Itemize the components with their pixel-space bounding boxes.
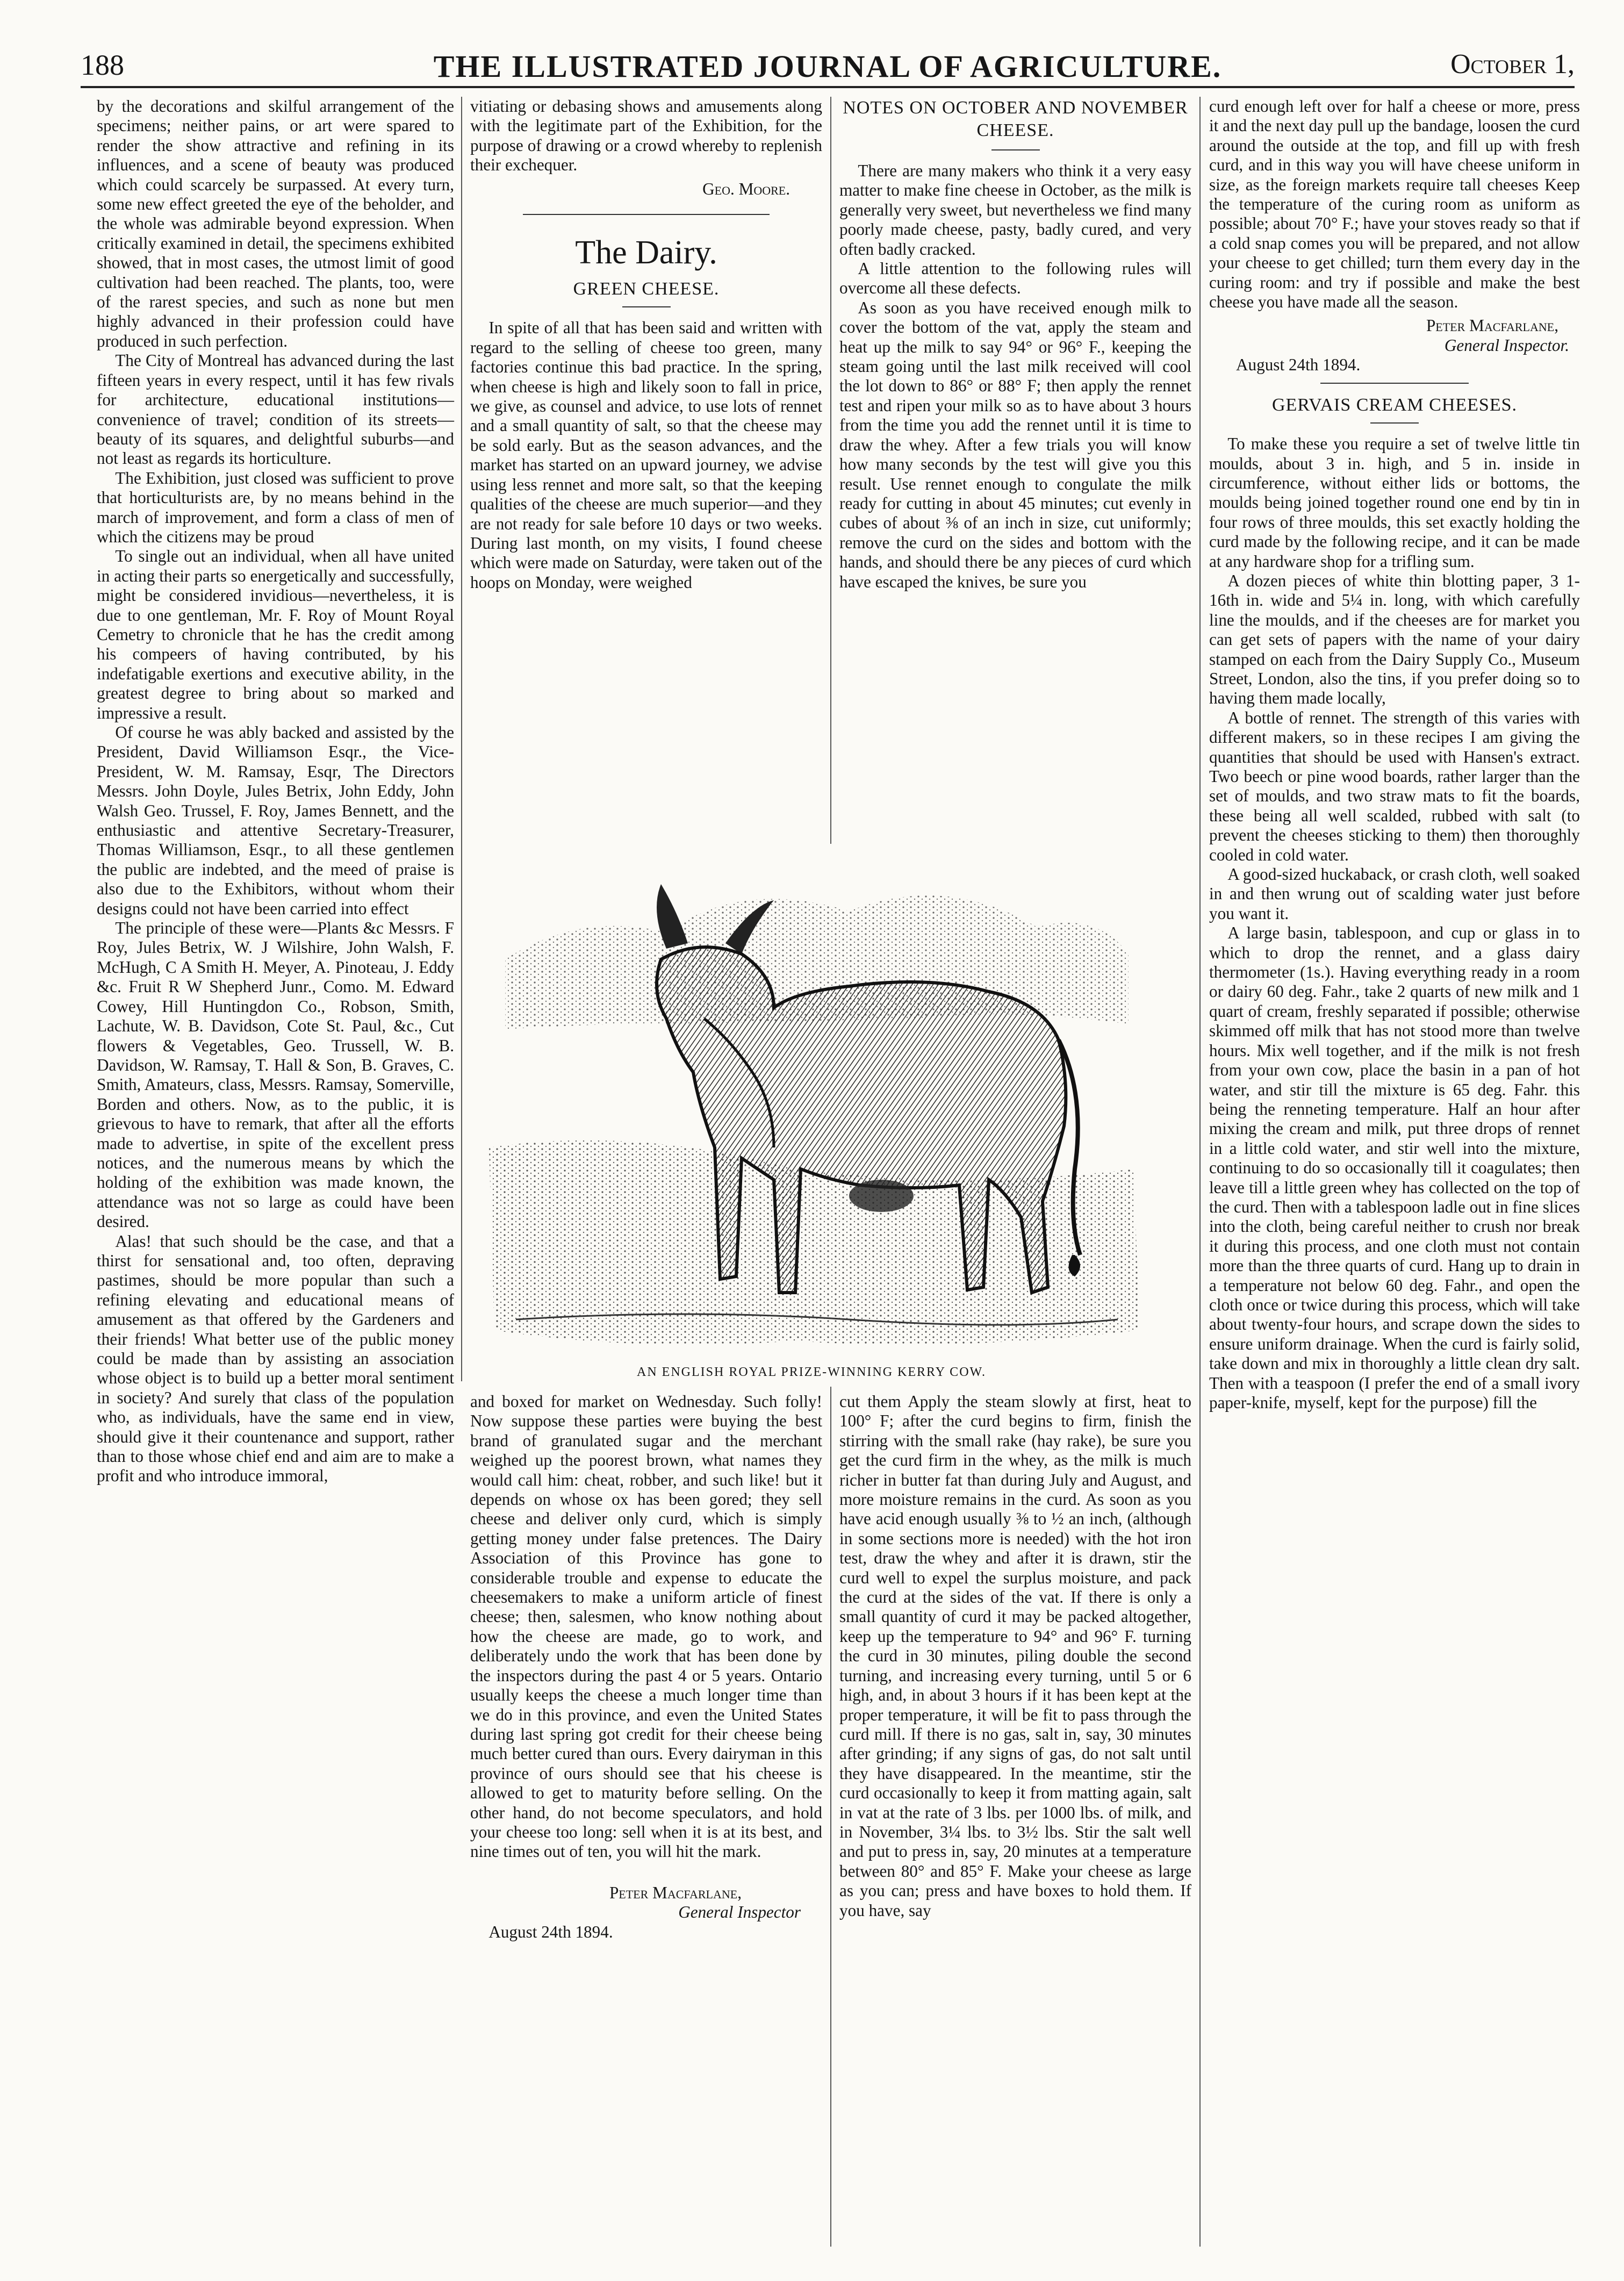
paragraph: curd enough left over for half a cheese or more, press it and the next day pull up the bandage, loosen the curd around the outside at the top, and fill up with fresh curd, and in this way you will have cheese uniform in size, as the foreign markets require tall cheeses Keep the temperature of the curing room as uniform as possible; about 70° F.; have your stoves ready so that if a cold snap comes you will be prepared, and not allow your cheese to get chilled; turn them every day in the curing room: and try if possible and make the best cheese you have made all the season. xyxy=(1209,97,1580,312)
short-rule xyxy=(622,306,671,307)
column-rule xyxy=(830,1387,831,2247)
date: August 24th 1894. xyxy=(1236,355,1361,375)
article-title: NOTES ON OCTOBER AND NOVEMBER CHEESE. xyxy=(843,98,1188,140)
paragraph: There are many makers who think it a very easy matter to make fine cheese in October, as the milk is generally very sweet, but nevertheless we find many poorly made cheese, pasty, badly cured, and very often badly cracked. xyxy=(839,161,1191,259)
signature-title: General Inspector. xyxy=(1444,335,1569,355)
paragraph: In spite of all that has been said and written with regard to the selling of cheese too green, many factories continue this bad practice. In the spring, when cheese is high and likely soon to fall in price, we give, as counsel and advice, to use lots of rennet and a small quantity of salt, so that the cheese may be sold early. But as the season advances, and the market has started on an upward journey, we advise using less rennet and more salt, so that the keeping qualities of the cheese are much superior—and they are not ready for sale before 10 days or two weeks. During last month, on my visits, I found cheese which were made on Saturday, were taken out of the hoops on Monday, were weighed xyxy=(470,318,822,592)
divider xyxy=(523,214,770,215)
paragraph: cut them Apply the steam slowly at first, heat to 100° F; after the curd begins to firm, finish the stirring with the small rake (hay rake), be sure you get the curd firm in the whey, as the milk is much richer in butter fat than during July and August, and more moisture remains in the curd. As soon as you have acid enough usually ⅜ to ½ an inch, (although in some sections more is needed) with the hot iron test, draw the whey and after it is drawn, stir the curd well to expel the surplus moisture, and pack the curd at the sides of the vat. If there is only a small quantity of curd it may be packed altogether, keep up the temperature to 94° and 96° F. turning the curd in 30 minutes, piling double the second turning, and increasing every turning, until 5 or 6 high, and, in about 3 hours if it has been kept at the proper temperature, it will be fit to pass through the curd mill. If there is no gas, salt in, say, 30 minutes after grinding; if any signs of gas, do not salt until they have disappeared. In the meantime, stir the curd occasionally to keep it from matting again, salt in vat at the rate of 3 lbs. per 1000 lbs. of milk, and in November, 3¼ lbs. to 3½ lbs. Stir the salt well and put to press in, say, 20 minutes at a temperature between 80° and 85° F. Make your cheese as large as you can; press and have boxes to hold them. If you have, say xyxy=(839,1392,1191,1920)
cow-engraving xyxy=(473,847,1150,1362)
paragraph: A little attention to the following rules will overcome all these defects. xyxy=(839,259,1191,298)
paragraph: The City of Montreal has advanced during the last fifteen years in every respect, until it has few rivals for architecture, educational institutions—convenience of travel; condition of its streets—beauty of its squares, and delightful suburbs—and not least as regards its horticulture. xyxy=(97,351,454,468)
column-rule xyxy=(461,97,462,1381)
column-2-bottom xyxy=(470,1392,822,1942)
date: August 24th 1894. xyxy=(488,1922,613,1941)
paragraph: A good-sized huckaback, or crash cloth, well soaked in and then wrung out of scalding water just before you want it. xyxy=(1209,865,1580,923)
column-4 xyxy=(1209,97,1580,1412)
paragraph: The Exhibition, just closed was sufficient to prove that horticulturists are, by no means behind in the march of improvement, and form a class of men of which the citizens may be proud xyxy=(97,468,454,546)
column-1 xyxy=(97,97,454,1486)
paragraph: As soon as you have received enough milk to cover the bottom of the vat, apply the steam and heat up the milk to say 94° or 96° F., keeping the steam going until the last milk received will cool the lot down to 86° or 88° F; then apply the rennet test and ripen your milk so as to have about 3 hours from the time you add the rennet until it is time to draw the whey. After a few trials you will know how many seconds by the test will give you this result. Use rennet enough to congulate the milk ready for cutting in about 45 minutes; cut evenly in cubes of about ⅜ of an inch in size, cut uniformly; remove the curd on the sides and bottom with the hands, and should there be any pieces of curd which have escaped the knives, be sure you xyxy=(839,298,1191,591)
journal-title: THE ILLUSTRATED JOURNAL OF AGRICULTURE. xyxy=(433,49,1222,84)
paragraph: Alas! that such should be the case, and that a thirst for sensational and, too often, depraving pastimes, should be more popular than such a refining elevating and educational means of amusement as that offered by the Gardeners and their friends! What better use of the public money could be made than by assisting an association whose object is to build up a better moral sentiment in society? And surely that class of the population who, as individuals, have the same end in view, should give it their countenance and support, rather than to those whose chief end and aim are to make a profit and who introduce immoral, xyxy=(97,1231,454,1486)
page-number: 188 xyxy=(81,49,124,81)
paragraph: A bottle of rennet. The strength of this varies with different makers, so in these recipes I am giving the quantities that should be used with Hansen's extract. Two beech or pine wood boards, rather larger than the set of moulds, and two straw mats to fit the boards, these being all well scalded, rubbed with salt (to prevent the cheeses sticking to them) then thoroughly cooled in cold water. xyxy=(1209,708,1580,864)
paragraph: Of course he was ably backed and assisted by the President, David Williamson Esqr., the Vice-President, W. M. Ramsay, Esqr, The Directors Messrs. John Doyle, Jules Betrix, John Eddy, John Walsh Geo. Trussel, F. Roy, James Bennett, and the enthusiastic and attentive Secretary-Treasurer, Thomas Williamson, Esqr., to all these gentlemen the public are indebted, and the meed of praise is also due to the Exhibitors, without whom their designs could not have been carried into effect xyxy=(97,723,454,918)
figure-caption: AN ENGLISH ROYAL PRIZE-WINNING KERRY COW. xyxy=(637,1365,986,1379)
issue-date: October 1, xyxy=(1450,49,1575,80)
section-title: The Dairy. xyxy=(575,234,717,271)
paragraph: To make these you require a set of twelve little tin moulds, about 3 in. high, and 5 in. inside in circumference, without either lids or bottoms, the moulds being joined together round one end by tin in four rows of three moulds, this set exactly holding the curd made by the following recipe, and it can be made at any hardware shop for a trifling sum. xyxy=(1209,434,1580,571)
article-title: GREEN CHEESE. xyxy=(573,279,720,299)
column-3-top xyxy=(839,97,1191,592)
signature: Peter Macfarlane, xyxy=(609,1883,742,1902)
paragraph: The principle of these were—Plants &c Messrs. F Roy, Jules Betrix, W. J Wilshire, John Walsh, F. McHugh, C A Smith H. Meyer, A. Pinoteau, J. Eddy &c. Fruit R W Shepherd Junr., Como. M. Edward Cowey, Hill Huntingdon Co., Robson, Smith, Lachute, W. B. Davidson, Cote St. Paul, &c., Cut flowers & Vegetables, Geo. Trussell, W. B. Davidson, W. Ramsay, T. Hall & Son, B. Graves, C. Smith, Amateurs, class, Messrs. Ramsay, Somerville, Borden and others. Now, as to the public, it is grievous to have to remark, that after all the efforts made to advertise, in spite of the excellent press notices, and the numerous means by which the holding of the exhibition was made known, the attendance was not so large as could have been desired. xyxy=(97,919,454,1231)
short-rule xyxy=(991,149,1040,150)
paragraph: by the decorations and skilful arrangement of the specimens; neither pains, or art were spared to render the show attractive and refining in its influences, and a scene of beauty was produced which could scarcely be surpassed. At every turn, some new effect greeted the eye of the beholder, and the whole was admirable beyond expression. When critically examined in detail, the specimens exhibited showed, that in most cases, the utmost limit of good cultivation had been reached. The plants, too, were of the rarest species, and such as none but men highly advanced in their profession could have produced in such perfection. xyxy=(97,97,454,350)
signature: Geo. Moore. xyxy=(702,179,790,198)
column-2-top xyxy=(470,97,822,592)
article-title: GERVAIS CREAM CHEESES. xyxy=(1272,394,1517,415)
paragraph: To single out an individual, when all have united in acting their parts so energetically and successfully, might be considered invidious—nevertheless, it is due to one gentleman, Mr. F. Roy of Mount Royal Cemetry to chronicle that he has the credit among his compeers of having contributed, by his indefatigable exertions and executive ability, in the greatest degree to bring about so marked and impressive a result. xyxy=(97,547,454,722)
paragraph: A dozen pieces of white thin blotting paper, 3 1-16th in. wide and 5¼ in. long, with which carefully line the moulds, and if the cheeses are for market you can get sets of papers with the name of your dairy stamped on each from the Dairy Supply Co., Museum Street, London, also the tins, if you prefer doing so to having them made locally, xyxy=(1209,571,1580,708)
paragraph: A large basin, tablespoon, and cup or glass in to which to drop the rennet, and a glass dairy thermometer (1s.). Having everything ready in a room or dairy 60 deg. Fahr., take 2 quarts of new milk and 1 quart of cream, freshly separated if possible; otherwise skimmed off milk that has not stood more than twelve hours. Mix well together, and if the milk is not fresh from your own cow, place the basin in a pan of hot water, and stir till the mixture is 65 deg. Fahr. this being the renneting temperature. Half an hour after mixing the cream and milk, put three drops of rennet in a little cold water, and stir well into the mixture, continuing to do so occasionally till it coagulates; then leave till a little green whey has collected on the top of the curd. Then with a tablespoon ladle out in fine slices into the cloth, being careful neither to crush nor break it during this process, and one cloth must not contain more than the three quarts of curd. Hang up to drain in a temperature not below 60 deg. Fahr., and open the cloth once or twice during this process, which will take about twenty-four hours, and scrape down the sides to ensure uniform drainage. When the curd is fairly solid, take down and mix in thoroughly a little clean dry salt. Then with a teaspoon (I prefer the end of a small ivory paper-knife, myself, kept for the purpose) fill the xyxy=(1209,923,1580,1412)
page-header xyxy=(81,48,1575,86)
column-rule xyxy=(830,97,831,844)
signature-title: General Inspector xyxy=(678,1903,801,1922)
divider xyxy=(1320,383,1469,384)
signature: Peter Macfarlane, xyxy=(1426,316,1558,335)
short-rule xyxy=(1370,422,1419,424)
header-rule xyxy=(81,86,1575,88)
column-rule xyxy=(1199,97,1201,2247)
paragraph: and boxed for market on Wednesday. Such folly! Now suppose these parties were buying the best brand of granulated sugar and the merchant weighed up the poorest brown, what names they would call him: cheat, robber, and such like! but it depends on whose ox has been gored; they sell cheese and deliver only curd, which is simply getting money under false pretences. The Dairy Association of this Province has gone to considerable trouble and expense to educate the cheesemakers to make a uniform article of finest cheese; then, salesmen, who know nothing about how the cheese are made, go to work, and deliberately undo the work that has been done by the inspectors during the past 4 or 5 years. Ontario usually keeps the cheese a much longer time than we do in this province, and even the United States during last spring got credit for their cheese being much better cured than ours. Every dairyman in this province of ours should see that his cheese is allowed to get to maturity before selling. On the other hand, do not become speculators, and hold your cheese too long: sell when it is at its best, and nine times out of ten, you will hit the mark. xyxy=(470,1392,822,1861)
column-3-bottom xyxy=(839,1392,1191,1920)
paragraph: vitiating or debasing shows and amusements along with the legitimate part of the Exhibition, for the purpose of drawing or a crowd whereby to replenish their exchequer. xyxy=(470,97,822,175)
